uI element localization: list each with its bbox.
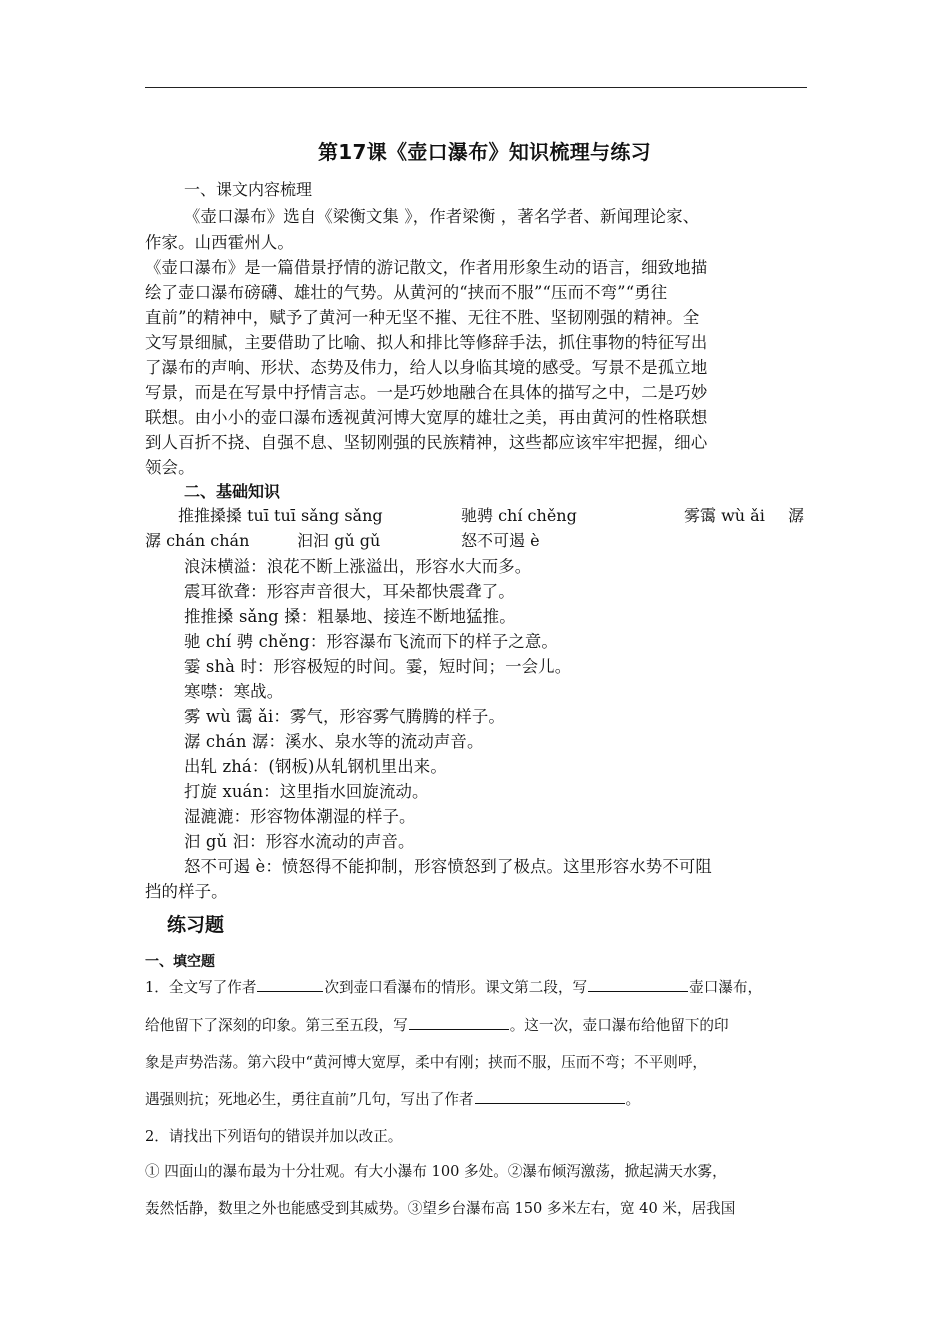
definition-line: 驰 chí 骋 chěng：形容瀑布飞流而下的样子之意。 — [184, 632, 558, 651]
page-title: 第17课《壶口瀑布》知识梳理与练习 — [318, 140, 651, 164]
definition-line: 汩 gǔ 汩：形容水流动的声音。 — [184, 832, 415, 851]
paragraph-line: 领会。 — [145, 458, 195, 477]
definition-line: 湿漉漉：形容物体潮湿的样子。 — [184, 807, 416, 826]
paragraph-line: 作家。山西霍州人。 — [145, 233, 294, 252]
vocab-item: 怒不可遏 è — [461, 531, 540, 550]
vocab-item: 汩汩 gǔ gǔ — [297, 531, 381, 550]
question-2-prompt: 2．请找出下列语句的错误并加以改正。 — [145, 1128, 403, 1145]
question-2-line: ① 四面山的瀑布最为十分壮观。有大小瀑布 100 多处。②瀑布倾泻激荡，掀起满天水雾， — [145, 1163, 727, 1180]
definition-line: 怒不可遏 è：愤怒得不能抑制，形容愤怒到了极点。这里形容水势不可阻 — [184, 857, 712, 876]
vocab-item: 潺 chán chán — [145, 531, 250, 550]
paragraph-line: 文写景细腻，主要借助了比喻、拟人和排比等修辞手法，抓住事物的特征写出 — [145, 333, 708, 352]
definition-line: 震耳欲聋：形容声音很大，耳朵都快震聋了。 — [184, 582, 515, 601]
definition-line: 雾 wù 霭 ǎi：雾气，形容雾气腾腾的样子。 — [184, 707, 505, 726]
question-text: 。这一次，壶口瀑布给他留下的印 — [509, 1017, 729, 1034]
question-text: 。 — [625, 1091, 641, 1108]
section-heading-content: 一、课文内容梳理 — [184, 180, 313, 199]
definition-line: 出轧 zhá：(钢板)从轧钢机里出来。 — [184, 757, 447, 776]
paragraph-line: 了瀑布的声响、形状、态势及伟力，给人以身临其境的感受。写景不是孤立地 — [145, 358, 708, 377]
question-1-line — [145, 976, 762, 997]
definition-line: 挡的样子。 — [145, 882, 228, 901]
question-text: 壶口瀑布， — [689, 979, 763, 996]
definition-line: 打旋 xuán：这里指水回旋流动。 — [184, 782, 429, 801]
question-text: 1．全文写了作者 — [145, 979, 257, 996]
fill-blank-heading: 一、填空题 — [145, 954, 215, 970]
paragraph-line: 《壶口瀑布》是一篇借景抒情的游记散文，作者用形象生动的语言，细致地描 — [145, 258, 708, 277]
answer-blank[interactable] — [257, 977, 323, 992]
header-rule — [145, 87, 807, 88]
definition-line: 推推搡 sǎng 搡：粗暴地、接连不断地猛推。 — [184, 607, 516, 626]
question-1-line: 象是声势浩荡。第六段中“黄河博大宽厚，柔中有刚；挟而不服，压而不弯；不平则呼， — [145, 1054, 708, 1071]
section-heading-basics: 二、基础知识 — [184, 482, 281, 501]
paragraph-line: 到人百折不挠、自强不息、坚韧刚强的民族精神，这些都应该牢牢把握，细心 — [145, 433, 708, 452]
answer-blank[interactable] — [475, 1089, 625, 1104]
vocab-item: 推推搡搡 tuī tuī sǎng sǎng — [178, 506, 383, 525]
question-text: 次到壶口看瀑布的情形。课文第二段，写 — [324, 979, 588, 996]
paragraph-line: 直前”的精神中，赋予了黄河一种无坚不摧、无往不胜、坚韧刚强的精神。全 — [145, 308, 700, 327]
practice-heading: 练习题 — [167, 914, 225, 936]
answer-blank[interactable] — [409, 1015, 509, 1030]
vocab-item: 潺 — [788, 506, 805, 525]
paragraph-line: 《壶口瀑布》选自《梁衡文集 》，作者梁衡 ，著名学者、新闻理论家、 — [184, 207, 700, 226]
definition-line: 寒噤：寒战。 — [184, 682, 284, 701]
paragraph-line: 联想。由小小的壶口瀑布透视黄河博大宽厚的雄壮之美，再由黄河的性格联想 — [145, 408, 708, 427]
question-text: 遇强则抗；死地必生，勇往直前”几句，写出了作者 — [145, 1091, 474, 1108]
question-text: 给他留下了深刻的印象。第三至五段，写 — [145, 1017, 408, 1034]
definition-line: 霎 shà 时：形容极短的时间。霎，短时间；一会儿。 — [184, 657, 572, 676]
paragraph-line: 写景，而是在写景中抒情言志。一是巧妙地融合在具体的描写之中，二是巧妙 — [145, 383, 708, 402]
vocab-item: 雾霭 wù ǎi — [684, 506, 765, 525]
paragraph-line: 绘了壶口瀑布磅礴、雄壮的气势。从黄河的“挟而不服”“压而不弯”“勇往 — [145, 283, 668, 302]
answer-blank[interactable] — [588, 977, 688, 992]
definition-line: 浪沫横溢：浪花不断上涨溢出，形容水大而多。 — [184, 557, 532, 576]
question-1-line — [145, 1088, 640, 1109]
vocab-item: 驰骋 chí chěng — [461, 506, 577, 525]
question-2-line: 轰然恬静，数里之外也能感受到其威势。③望乡台瀑布高 150 多米左右，宽 40 米，居我国 — [145, 1200, 736, 1217]
definition-line: 潺 chán 潺：溪水、泉水等的流动声音。 — [184, 732, 484, 751]
question-1-line — [145, 1014, 729, 1035]
